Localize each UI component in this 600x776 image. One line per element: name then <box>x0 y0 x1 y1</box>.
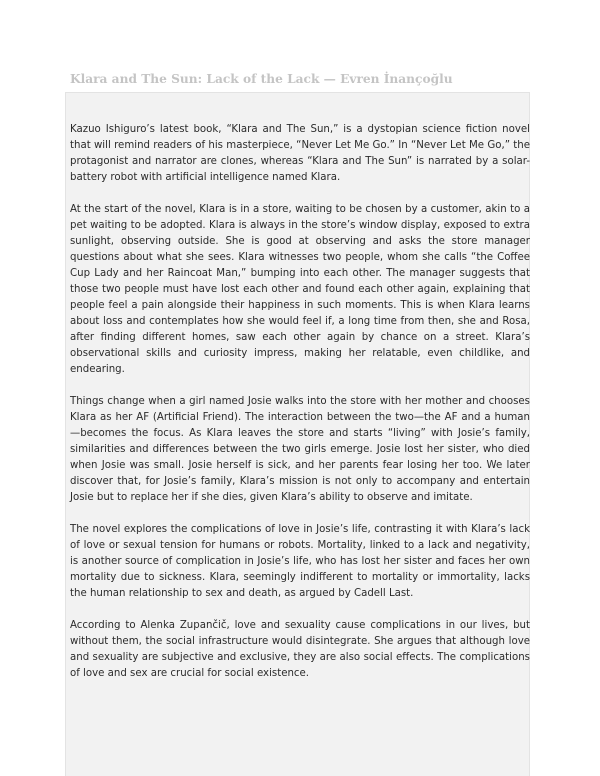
paragraph-josie: Things change when a girl named Josie walks into the store with her mother and chooses Klara as her AF (Artificial Friend). The interaction between the two—the AF and a human—becomes the focus. As Klara leaves the store and starts “living” with Josie’s family, similarities and differences between the two girls emerge. Josie lost her sister, who died when Josie was small. Josie herself is sick, and her parents fear losing her too. We later discover that, for Josie’s family, Klara’s mission is not only to accompany and entertain Josie but to replace her if she dies, given Klara’s ability to observe and imitate. <box>70 396 530 503</box>
document-body <box>70 122 530 698</box>
document-title: Klara and The Sun: Lack of the Lack — Evren İnançoğlu <box>70 72 453 86</box>
paragraph-intro: Kazuo Ishiguro’s latest book, “Klara and The Sun,” is a dystopian science fiction novel that will remind readers of his masterpiece, “Never Let Me Go.” In “Never Let Me Go,” the protagonist and narrator are clones, whereas “Klara and The Sun” is narrated by a solar-battery robot with artificial intelligence named Klara. <box>70 124 530 183</box>
paragraph-store: At the start of the novel, Klara is in a store, waiting to be chosen by a customer, akin to a pet waiting to be adopted. Klara is always in the store’s window display, exposed to extra sunlight, observing outside. She is good at observing and asks the store manager questions about what she sees. Klara witnesses two people, whom she calls “the Coffee Cup Lady and her Raincoat Man,” bumping into each other. The manager suggests that those two people must have lost each other and found each other again, explaining that people feel a pain alongside their happiness in such moments. This is when Klara learns about loss and contemplates how she would feel if, a long time from then, she and Rosa, after finding different homes, saw each other again by chance on a street. Klara’s observational skills and curiosity impress, making her relatable, even childlike, and endearing. <box>70 204 530 375</box>
paragraph-love: The novel explores the complications of love in Josie’s life, contrasting it with Klara’s lack of love or sexual tension for humans or robots. Mortality, linked to a lack and negativity, is another source of complication in Josie’s life, who has lost her sister and faces her own mortality due to sickness. Klara, seemingly indifferent to mortality or immortality, lacks the human relationship to sex and death, as argued by Cadell Last. <box>70 524 530 599</box>
paragraph-zupancic: According to Alenka Zupančič, love and sexuality cause complications in our lives, but without them, the social infrastructure would disintegrate. She argues that although love and sexuality are subjective and exclusive, they are also social effects. The complications of love and sex are crucial for social existence. <box>70 620 530 679</box>
